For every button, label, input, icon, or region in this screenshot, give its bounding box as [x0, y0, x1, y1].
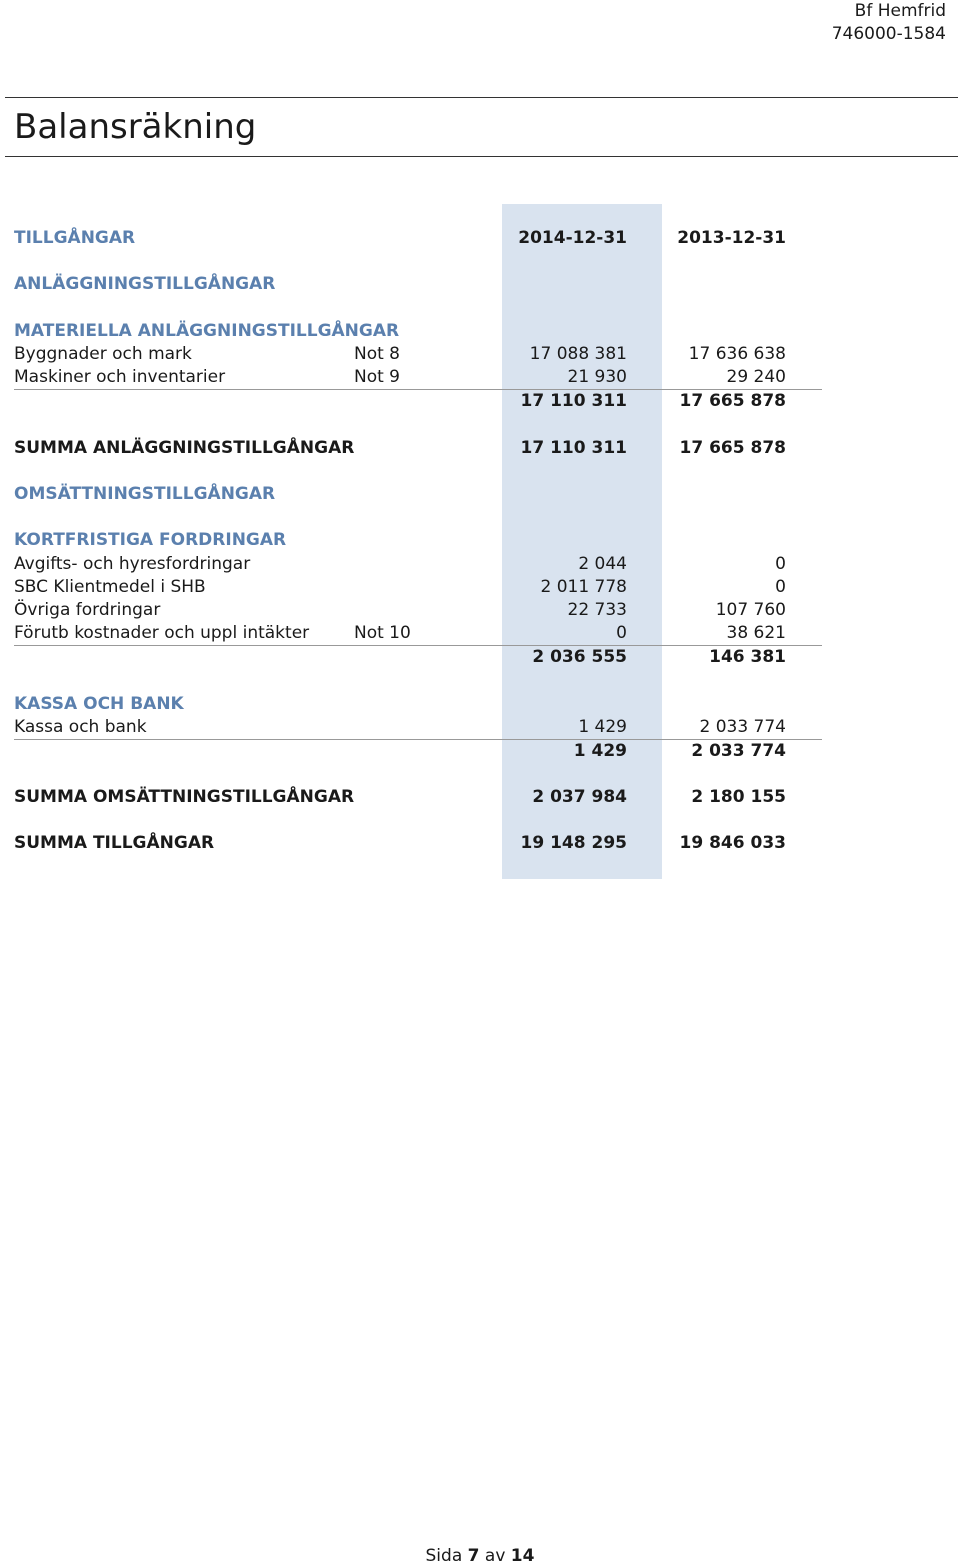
section-kassa: KASSA OCH BANK: [14, 694, 184, 714]
section-anlaggning: ANLÄGGNINGSTILLGÅNGAR: [14, 274, 276, 294]
row-value-2014: 1 429: [578, 717, 627, 737]
subtotal-2013: 17 665 878: [679, 391, 786, 411]
row-label: Avgifts- och hyresfordringar: [14, 554, 251, 574]
row-label: Byggnader och mark: [14, 344, 192, 364]
table-row: [14, 599, 814, 622]
total-2014: 2 037 984: [532, 787, 627, 807]
total-2014: 17 110 311: [520, 438, 627, 458]
row-value-2014: 2 011 778: [540, 577, 627, 597]
table-row: [14, 366, 814, 389]
subtotal-2013: 146 381: [709, 647, 786, 667]
section-kortfristiga: KORTFRISTIGA FORDRINGAR: [14, 530, 287, 550]
subtotal-row: [14, 646, 814, 669]
subtotal-2014: 2 036 555: [532, 647, 627, 667]
row-value-2013: 29 240: [726, 367, 786, 387]
grand-total-row: [14, 832, 814, 855]
section-heading: [14, 693, 814, 716]
subtotal-row: [14, 390, 814, 413]
subtotal-2014: 1 429: [573, 741, 627, 761]
row-value-2013: 17 636 638: [688, 344, 786, 364]
row-value-2014: 22 733: [567, 600, 627, 620]
grand-total-2014: 19 148 295: [520, 833, 627, 853]
section-heading: [14, 529, 814, 552]
table-row: [14, 716, 814, 739]
row-value-2013: 0: [775, 554, 786, 574]
row-note: Not 9: [354, 367, 401, 387]
total-label: SUMMA ANLÄGGNINGSTILLGÅNGAR: [14, 438, 355, 458]
section-heading: [14, 273, 814, 296]
row-value-2014: 0: [616, 623, 627, 643]
section-heading: [14, 320, 814, 343]
row-note: Not 8: [354, 344, 401, 364]
row-value-2013: 107 760: [715, 600, 786, 620]
column-header-row: [14, 227, 814, 250]
row-label: SBC Klientmedel i SHB: [14, 577, 206, 597]
page-sep: av: [484, 1546, 506, 1566]
period2-header: 2013-12-31: [677, 228, 786, 248]
row-value-2014: 17 088 381: [529, 344, 627, 364]
subtotal-2013: 2 033 774: [691, 741, 786, 761]
subtotal-row: [14, 740, 814, 763]
row-value-2013: 38 621: [726, 623, 786, 643]
title-bottom-rule: [5, 156, 958, 157]
subtotal-2014: 17 110 311: [520, 391, 627, 411]
page-prefix: Sida: [425, 1546, 463, 1566]
page-total: 14: [510, 1546, 535, 1566]
total-row: [14, 437, 814, 460]
section-heading: [14, 483, 814, 506]
grand-total-label: SUMMA TILLGÅNGAR: [14, 833, 215, 853]
table-row: [14, 343, 814, 366]
table-row: [14, 553, 814, 576]
row-value-2013: 0: [775, 577, 786, 597]
section-materiella: MATERIELLA ANLÄGGNINGSTILLGÅNGAR: [14, 321, 400, 341]
row-value-2014: 21 930: [567, 367, 627, 387]
page-number: 7: [467, 1546, 480, 1566]
document-header: [832, 0, 946, 46]
title-top-rule: [5, 97, 958, 98]
row-note: Not 10: [354, 623, 411, 643]
total-label: SUMMA OMSÄTTNINGSTILLGÅNGAR: [14, 787, 355, 807]
page-title: Balansräkning: [14, 107, 257, 147]
page-footer: [0, 1545, 960, 1568]
assets-heading: TILLGÅNGAR: [14, 228, 136, 248]
row-label: Maskiner och inventarier: [14, 367, 226, 387]
row-label: Kassa och bank: [14, 717, 147, 737]
row-value-2014: 2 044: [578, 554, 627, 574]
grand-total-2013: 19 846 033: [679, 833, 786, 853]
section-omsattning: OMSÄTTNINGSTILLGÅNGAR: [14, 484, 276, 504]
table-row: [14, 622, 814, 645]
row-label: Övriga fordringar: [14, 600, 161, 620]
table-row: [14, 576, 814, 599]
period1-header: 2014-12-31: [518, 228, 627, 248]
row-label: Förutb kostnader och uppl intäkter: [14, 623, 310, 643]
row-value-2013: 2 033 774: [699, 717, 786, 737]
org-name: Bf Hemfrid: [854, 1, 946, 21]
total-2013: 17 665 878: [679, 438, 786, 458]
total-row: [14, 786, 814, 809]
total-2013: 2 180 155: [691, 787, 786, 807]
org-number: 746000-1584: [831, 24, 946, 44]
